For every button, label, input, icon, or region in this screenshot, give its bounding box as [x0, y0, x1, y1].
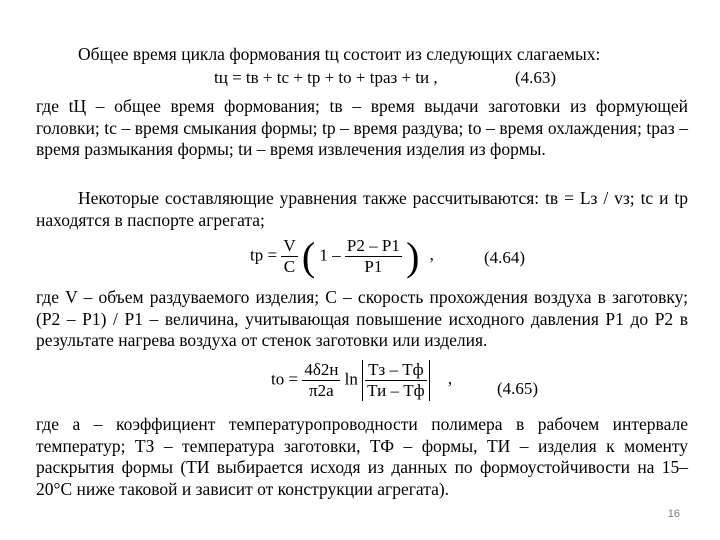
paragraph-variables: где V – объем раздуваемого изделия; C – скорость прохождения воздуха в заготовку; (P2 – P1) / P1 – величина, учитывающая повышение исходного давления P1 до P2 в результате нагрева воздуха от стенок заготовки или изделия. [36, 287, 688, 351]
eq465-comma: , [447, 369, 453, 389]
equation-number-4-63: (4.63) [515, 68, 557, 87]
eq464-comma: , [429, 245, 434, 265]
paragraph-temperature: где a – коэффициент температуропроводности полимера в рабочем интервале температур; ТЗ – температура заготовки, ТФ – формы, ТИ – изделия к моменту раскрытия формы (ТИ выбирается исходя из данных по формоустойчивости на 15–20°С ниже таковой и зависит от конструкции агрегата). [36, 414, 688, 499]
intro-text: Общее время цикла формования tц состоит из следующих слагаемых: [78, 44, 601, 64]
eq465-inner-fraction [362, 360, 429, 401]
paragraph-components: Некоторые составляющие уравнения также рассчитываются: tв = Lз / vз; tс и tр находятся в паспорте агрегата; [36, 188, 688, 230]
equation-4-65 [271, 360, 452, 401]
eq464-lhs: tр = [250, 245, 278, 265]
eq464-left-paren: ( [301, 234, 316, 279]
eq465-inner-numerator: Тз – Тф [365, 360, 426, 381]
eq465-fraction [302, 360, 340, 401]
equation-4-63: tц = tв + tс + tр + tо + tраз + tи , [214, 68, 438, 87]
eq464-denominator: C [283, 257, 296, 276]
eq464-right-paren: ) [406, 234, 420, 279]
eq465-lhs: tо = [271, 369, 299, 389]
equation-number-4-65: (4.65) [497, 379, 539, 398]
eq464-inner-numerator: P2 – P1 [346, 236, 400, 255]
eq465-denominator: π2a [309, 381, 334, 400]
eq465-numerator: 4δ2н [304, 360, 339, 379]
eq464-one: 1 – [319, 245, 341, 265]
eq464-fraction [281, 236, 297, 277]
paragraph-definitions: где tЦ – общее время формования; tв – время выдачи заготовки из формующей головки; tс – время смыкания формы; tр – время раздува; tо – время охлаждения; tраз – время размыкания формы; tи – время извлечения изделия из формы. [36, 96, 688, 160]
equation-4-64 [250, 233, 434, 280]
eq465-inner-denominator: Ти – Тф [367, 381, 425, 400]
eq464-inner-denominator: P1 [364, 257, 383, 276]
equation-number-4-64: (4.64) [484, 248, 526, 267]
page-number: 16 [667, 508, 680, 520]
eq465-ln: ln [344, 369, 358, 389]
eq464-numerator: V [283, 236, 296, 255]
eq464-inner-fraction [345, 236, 402, 277]
